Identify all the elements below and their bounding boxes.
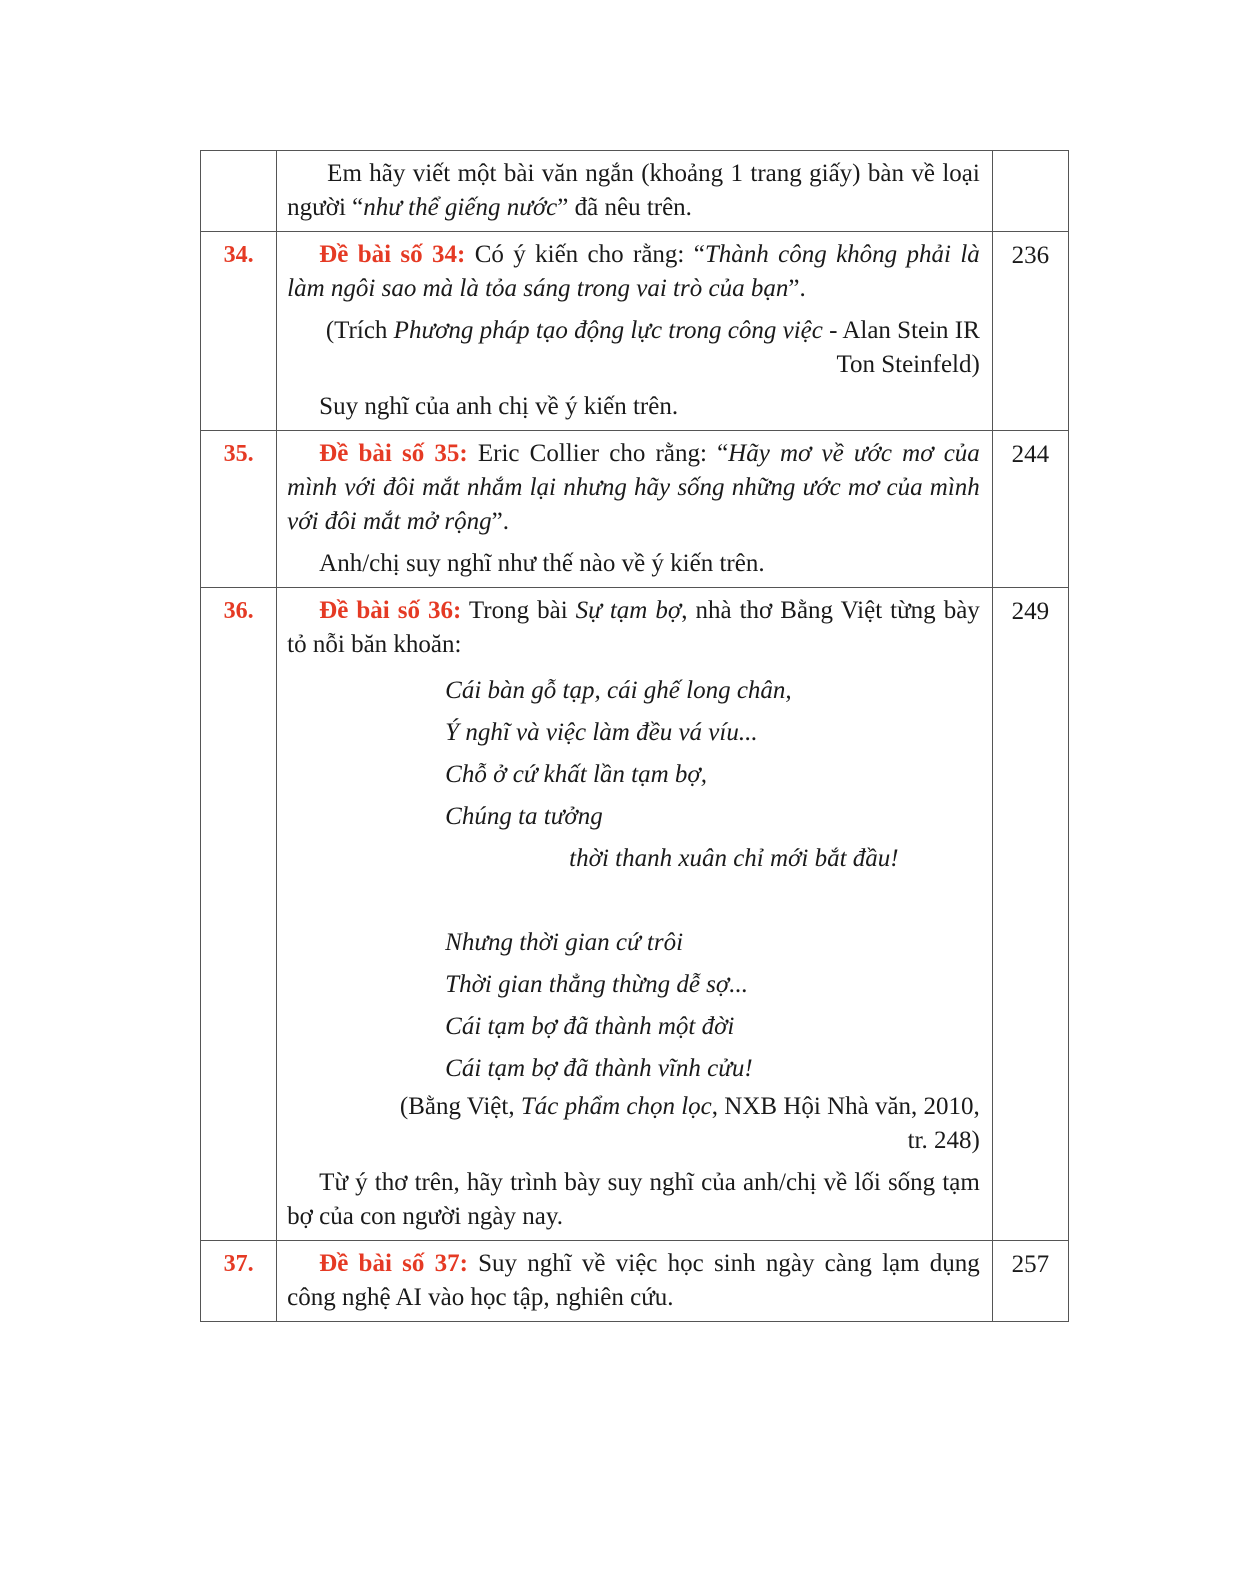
poem-line: Cái bàn gỗ tạp, cái ghế long chân,: [445, 677, 792, 704]
item-number: 34.: [201, 232, 277, 431]
prompt-label: Đề bài số 37:: [319, 1250, 468, 1277]
contents-table: [200, 150, 1069, 1322]
prompt-paragraph: Đề bài số 36: Trong bài Sự tạm bợ, nhà thơ Bằng Việt từng bày tỏ nỗi băn khoăn:: [287, 597, 980, 658]
item-body: [277, 588, 993, 1241]
table-row: [201, 588, 1069, 1241]
paragraph: Em hãy viết một bài văn ngắn (khoảng 1 trang giấy) bàn về loại người “như thể giếng nước” đã nêu trên.: [287, 160, 980, 221]
table-row: [201, 232, 1069, 431]
prompt-paragraph: Đề bài số 34: Có ý kiến cho rằng: “Thành công không phải là làm ngôi sao mà là tỏa sáng trong vai trò của bạn”.: [287, 241, 980, 302]
table-row: [201, 1241, 1069, 1322]
item-body: [277, 431, 993, 588]
prompt-label: Đề bài số 35:: [319, 440, 468, 467]
page-number: [992, 151, 1068, 232]
prompt-label: Đề bài số 34:: [319, 241, 466, 268]
item-number: 35.: [201, 431, 277, 588]
item-number: [201, 151, 277, 232]
item-body: [277, 151, 993, 232]
page-number: 236: [992, 232, 1068, 431]
poem-line: Chúng ta tưởng: [445, 803, 603, 830]
item-body: [277, 232, 993, 431]
prompt-paragraph: Đề bài số 37: Suy nghĩ về việc học sinh ngày càng lạm dụng công nghệ AI vào học tập, nghiên cứu.: [287, 1250, 980, 1311]
prompt-label: Đề bài số 36:: [319, 597, 462, 624]
source-citation: (Bằng Việt, Tác phẩm chọn lọc, NXB Hội Nhà văn, 2010, tr. 248): [399, 1093, 980, 1154]
poem: [287, 670, 980, 1090]
poem-line: Ý nghĩ và việc làm đều vá víu...: [445, 719, 758, 746]
table-row: [201, 151, 1069, 232]
poem-line: Thời gian thẳng thừng dễ sợ...: [445, 971, 749, 998]
table-row: [201, 431, 1069, 588]
poem-line: Chỗ ở cứ khất lần tạm bợ,: [445, 761, 708, 788]
item-number: 36.: [201, 588, 277, 1241]
question: Anh/chị suy nghĩ như thế nào về ý kiến trên.: [319, 550, 765, 577]
page-number: 249: [992, 588, 1068, 1241]
poem-line: Cái tạm bợ đã thành một đời: [445, 1013, 735, 1040]
page-number: 244: [992, 431, 1068, 588]
page-number: 257: [992, 1241, 1068, 1322]
stanza-break: [445, 880, 980, 922]
poem-line: Nhưng thời gian cứ trôi: [445, 929, 684, 956]
poem-line: thời thanh xuân chỉ mới bắt đầu!: [569, 845, 899, 872]
source-citation: (Trích Phương pháp tạo động lực trong công việc - Alan Stein IR Ton Steinfeld): [325, 317, 980, 378]
question: Từ ý thơ trên, hãy trình bày suy nghĩ của anh/chị về lối sống tạm bợ của con người ngày nay.: [287, 1169, 980, 1230]
question: Suy nghĩ của anh chị về ý kiến trên.: [319, 393, 679, 420]
prompt-paragraph: Đề bài số 35: Eric Collier cho rằng: “Hãy mơ về ước mơ của mình với đôi mắt nhắm lại nhưng hãy sống những ước mơ của mình với đôi mắt mở rộng”.: [287, 440, 980, 535]
item-number: 37.: [201, 1241, 277, 1322]
item-body: [277, 1241, 993, 1322]
poem-line: Cái tạm bợ đã thành vĩnh cửu!: [445, 1055, 753, 1082]
